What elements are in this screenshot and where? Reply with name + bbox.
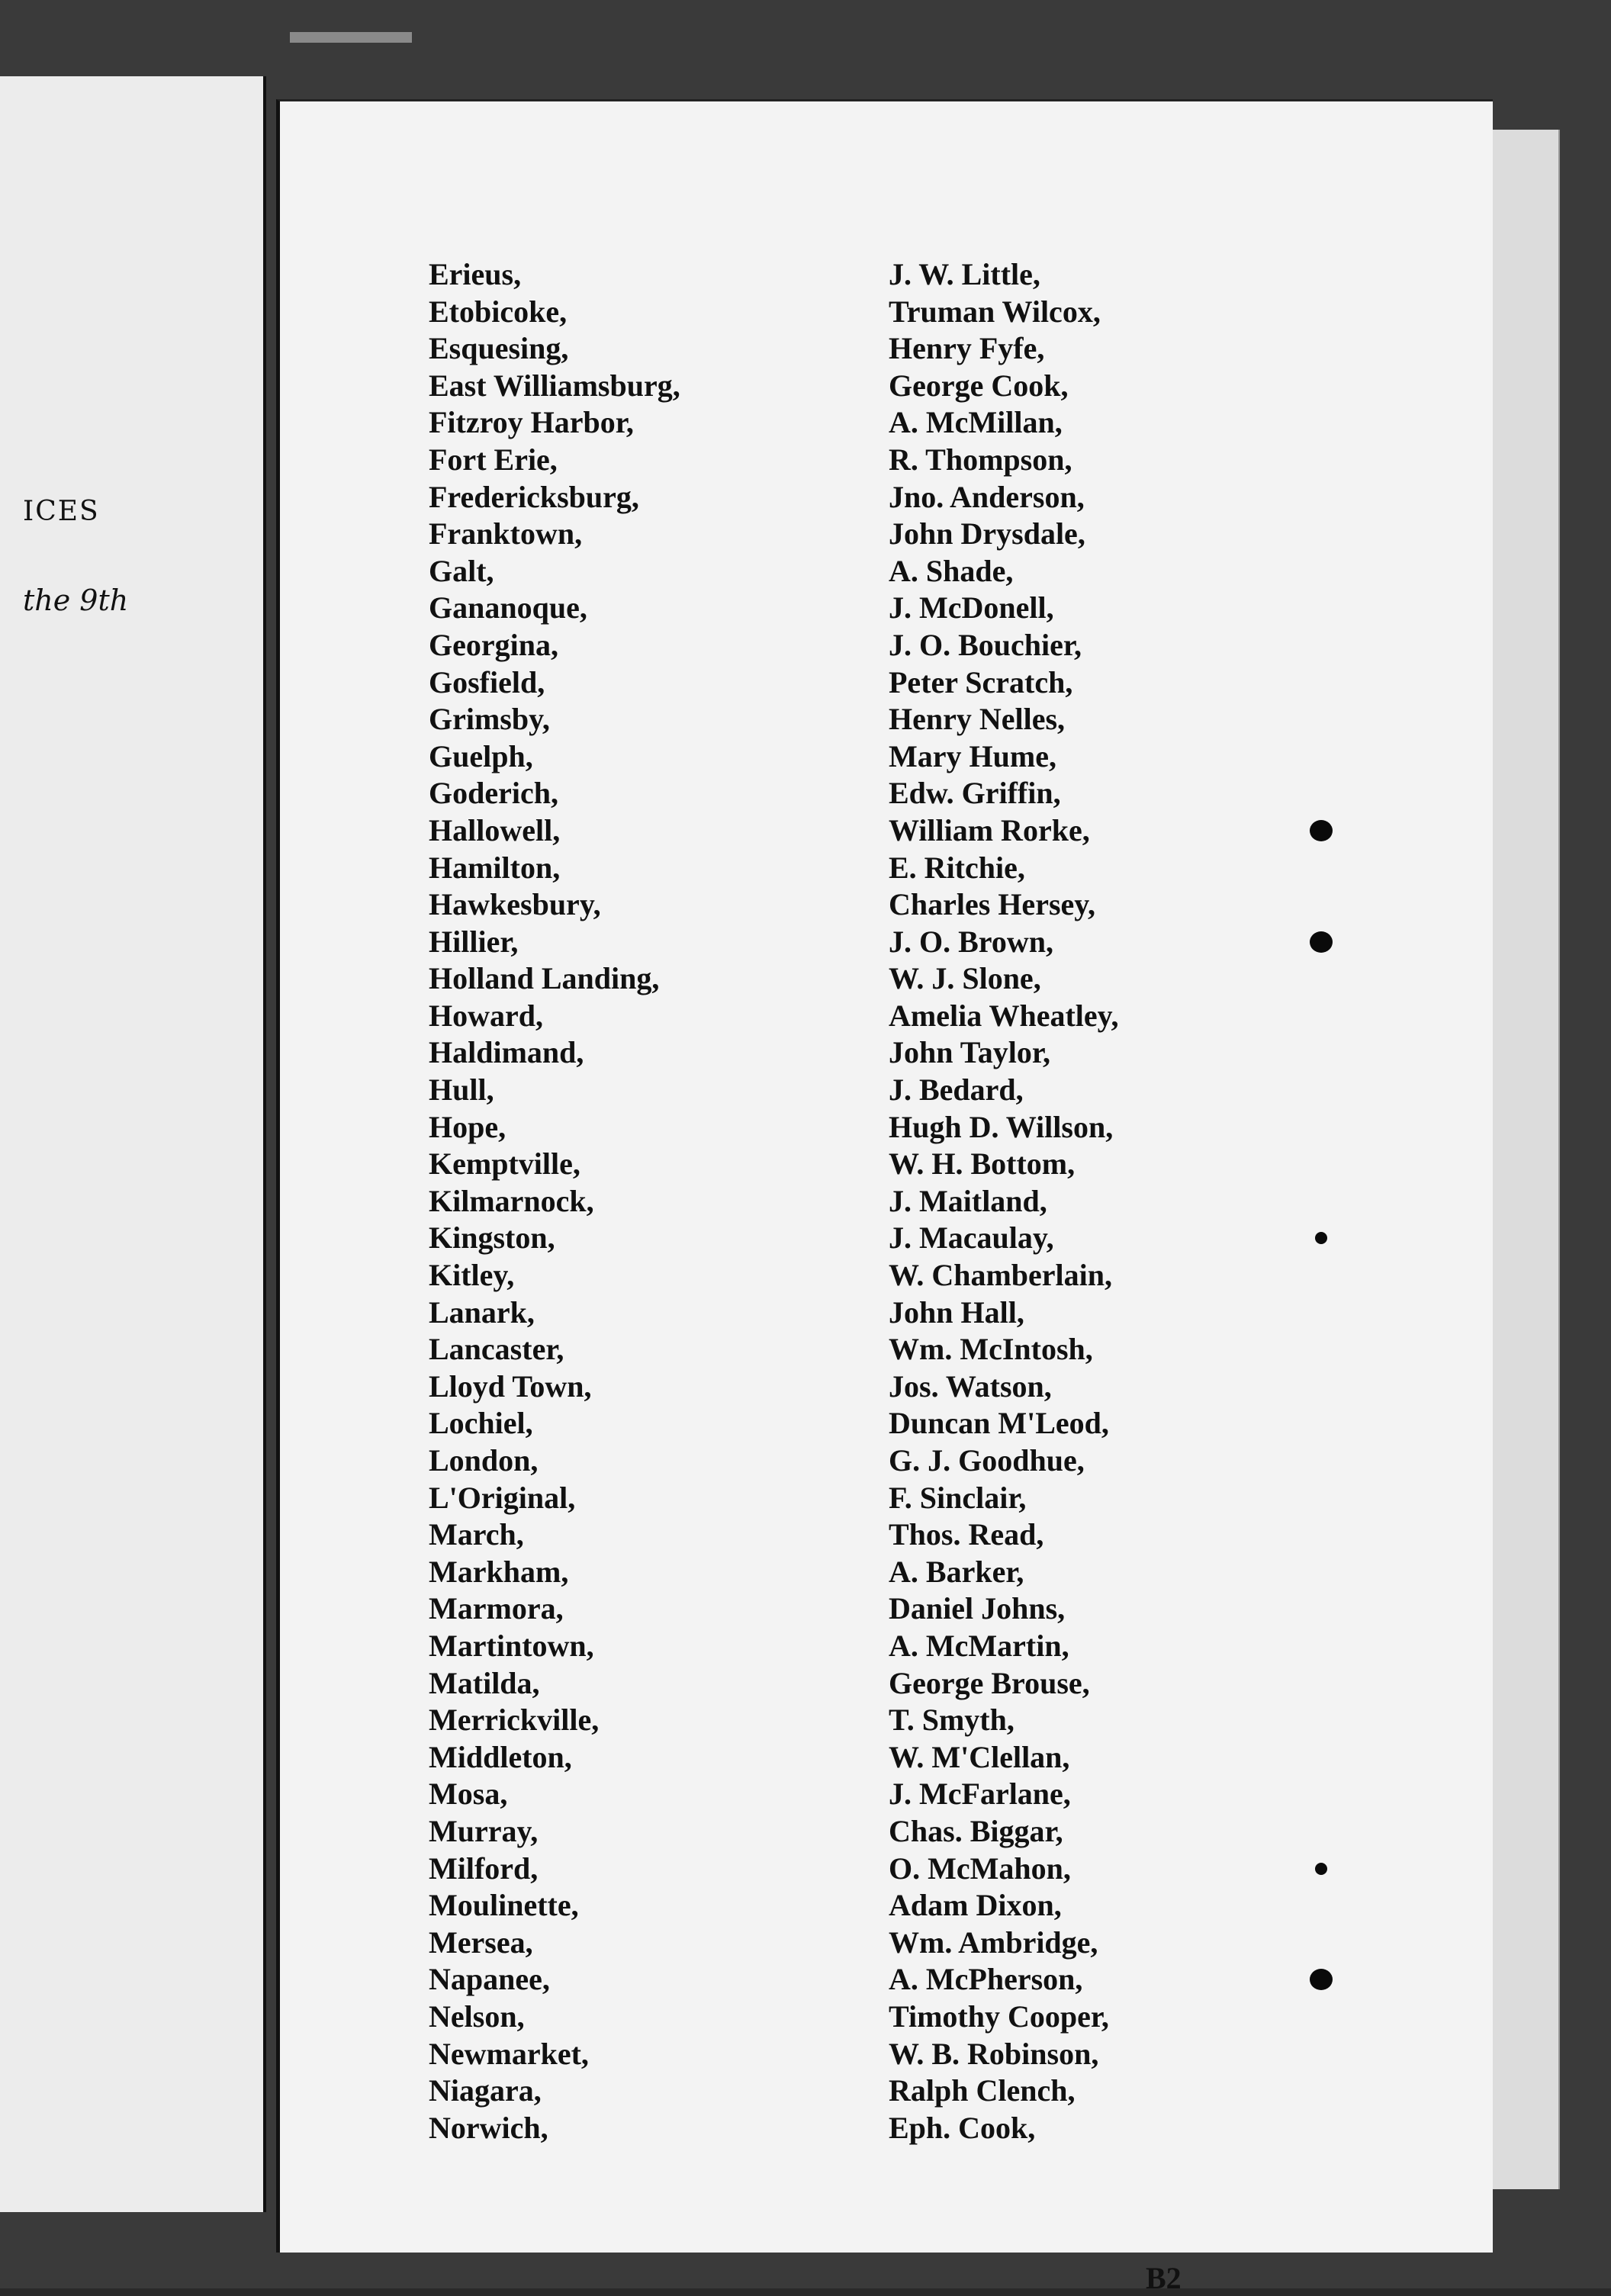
- place-name: Moulinette,: [429, 1888, 579, 1923]
- list-row: [429, 1294, 1382, 1332]
- place-name: Hillier,: [429, 924, 519, 959]
- list-row: [429, 1405, 1382, 1442]
- list-row: [429, 1851, 1382, 1888]
- postmaster-name: Mary Hume,: [889, 738, 1056, 773]
- postmaster-name: W. Chamberlain,: [889, 1258, 1113, 1293]
- place-name: East Williamsburg,: [429, 368, 680, 403]
- ink-dot-mark: [1310, 931, 1333, 953]
- list-row: [429, 1368, 1382, 1406]
- list-row: [429, 1590, 1382, 1628]
- ink-dot-mark: [1315, 1863, 1327, 1875]
- place-name: Lancaster,: [429, 1332, 564, 1367]
- postmaster-name: W. M'Clellan,: [889, 1739, 1070, 1774]
- place-name: Howard,: [429, 998, 543, 1033]
- postmaster-name: E. Ritchie,: [889, 850, 1025, 885]
- postmaster-name: A. McPherson,: [889, 1962, 1083, 1997]
- ink-dot-mark: [1310, 820, 1333, 841]
- postmaster-name: O. McMahon,: [889, 1851, 1071, 1886]
- list-row: [429, 1034, 1382, 1072]
- postmaster-name: Jos. Watson,: [889, 1368, 1052, 1404]
- place-name: Kemptville,: [429, 1146, 580, 1182]
- place-name: Haldimand,: [429, 1035, 584, 1070]
- place-name: Norwich,: [429, 2110, 548, 2145]
- list-row: [429, 1480, 1382, 1517]
- ink-dot-mark: [1315, 1232, 1327, 1244]
- postmaster-name: Duncan M'Leod,: [889, 1406, 1109, 1441]
- place-name: Franktown,: [429, 516, 583, 551]
- list-row: [429, 701, 1382, 738]
- binding-mark: [290, 32, 412, 43]
- place-name: Goderich,: [429, 776, 558, 811]
- list-row: [429, 1702, 1382, 1739]
- place-name: London,: [429, 1443, 539, 1478]
- postmaster-name: A. Shade,: [889, 553, 1014, 588]
- list-row: [429, 479, 1382, 516]
- place-name: Niagara,: [429, 2073, 542, 2108]
- postmaster-name: W. J. Slone,: [889, 961, 1041, 996]
- postmaster-name: Thos. Read,: [889, 1517, 1044, 1552]
- postmaster-name: George Cook,: [889, 368, 1069, 403]
- place-name: Lloyd Town,: [429, 1368, 592, 1404]
- list-row: [429, 1999, 1382, 2036]
- list-row: [429, 1072, 1382, 1109]
- list-row: [429, 330, 1382, 368]
- postmaster-name: J. McDonell,: [889, 590, 1054, 625]
- list-row: [429, 256, 1382, 294]
- list-row: [429, 1961, 1382, 1999]
- place-name: Murray,: [429, 1813, 539, 1848]
- list-row: [429, 1628, 1382, 1665]
- place-name: Marmora,: [429, 1591, 564, 1626]
- list-row: [429, 2110, 1382, 2147]
- list-row: [429, 1516, 1382, 1554]
- list-row: [429, 1146, 1382, 1183]
- place-name: Fort Erie,: [429, 442, 558, 477]
- postmaster-name: Hugh D. Willson,: [889, 1109, 1114, 1144]
- list-row: [429, 998, 1382, 1035]
- place-name: Matilda,: [429, 1665, 540, 1700]
- postmaster-name: Henry Fyfe,: [889, 331, 1045, 366]
- postmaster-name: Adam Dixon,: [889, 1888, 1062, 1923]
- place-name: Kilmarnock,: [429, 1183, 594, 1218]
- list-row: [429, 1554, 1382, 1591]
- postmaster-name: Peter Scratch,: [889, 664, 1073, 699]
- postmaster-name: Jno. Anderson,: [889, 479, 1085, 514]
- list-row: [429, 1257, 1382, 1294]
- place-name: Kingston,: [429, 1220, 555, 1256]
- list-row: [429, 1887, 1382, 1925]
- place-name: Kitley,: [429, 1258, 515, 1293]
- place-name: Hope,: [429, 1109, 506, 1144]
- place-name: Erieus,: [429, 257, 522, 291]
- right-page: [276, 99, 1493, 2295]
- place-name: Etobicoke,: [429, 294, 568, 329]
- postmaster-name: F. Sinclair,: [889, 1480, 1027, 1515]
- list-row: [429, 553, 1382, 590]
- place-name: Hallowell,: [429, 812, 561, 847]
- list-row: [429, 738, 1382, 776]
- left-page-heading: ICES: [23, 496, 100, 527]
- postmaster-name: George Brouse,: [889, 1665, 1090, 1700]
- place-name: Newmarket,: [429, 2036, 589, 2071]
- postmaster-name: Daniel Johns,: [889, 1591, 1066, 1626]
- postmaster-name: J. O. Bouchier,: [889, 627, 1082, 662]
- list-row: [429, 1739, 1382, 1777]
- place-name: Guelph,: [429, 738, 533, 773]
- place-name: Hawkesbury,: [429, 887, 601, 922]
- list-row: [429, 516, 1382, 553]
- post-office-list: [429, 256, 1382, 2146]
- place-name: Gananoque,: [429, 590, 587, 625]
- place-name: Milford,: [429, 1851, 539, 1886]
- list-row: [429, 294, 1382, 331]
- postmaster-name: A. McMillan,: [889, 405, 1063, 440]
- postmaster-name: J. Maitland,: [889, 1183, 1047, 1218]
- postmaster-name: Eph. Cook,: [889, 2110, 1036, 2145]
- list-row: [429, 850, 1382, 887]
- signature-mark: B2: [1146, 2261, 1182, 2295]
- list-row: [429, 404, 1382, 442]
- place-name: Lanark,: [429, 1294, 535, 1330]
- place-name: Georgina,: [429, 627, 558, 662]
- list-row: [429, 2073, 1382, 2110]
- place-name: Grimsby,: [429, 702, 550, 737]
- place-name: Fredericksburg,: [429, 479, 639, 514]
- postmaster-name: Timothy Cooper,: [889, 1999, 1109, 2034]
- place-name: L'Original,: [429, 1480, 576, 1515]
- postmaster-name: A. McMartin,: [889, 1628, 1069, 1663]
- list-row: [429, 442, 1382, 479]
- place-name: Napanee,: [429, 1962, 550, 1997]
- postmaster-name: Wm. McIntosh,: [889, 1332, 1093, 1367]
- list-row: [429, 1776, 1382, 1813]
- place-name: Mosa,: [429, 1777, 508, 1812]
- list-row: [429, 664, 1382, 702]
- place-name: Merrickville,: [429, 1703, 600, 1738]
- postmaster-name: Truman Wilcox,: [889, 294, 1101, 329]
- page-edge: [1487, 130, 1560, 2189]
- postmaster-name: Henry Nelles,: [889, 702, 1066, 737]
- list-row: [429, 1813, 1382, 1851]
- list-row: [429, 960, 1382, 998]
- postmaster-name: Amelia Wheatley,: [889, 998, 1119, 1033]
- postmaster-name: R. Thompson,: [889, 442, 1072, 477]
- postmaster-name: J. McFarlane,: [889, 1777, 1071, 1812]
- list-row: [429, 812, 1382, 850]
- left-page-subheading: the 9th: [23, 584, 129, 617]
- list-row: [429, 627, 1382, 664]
- postmaster-name: Ralph Clench,: [889, 2073, 1076, 2108]
- postmaster-name: W. H. Bottom,: [889, 1146, 1076, 1182]
- left-page: [0, 76, 266, 2212]
- place-name: Martintown,: [429, 1628, 594, 1663]
- postmaster-name: J. Macaulay,: [889, 1220, 1054, 1256]
- postmaster-name: Charles Hersey,: [889, 887, 1096, 922]
- list-row: [429, 1665, 1382, 1703]
- place-name: Esquesing,: [429, 331, 569, 366]
- postmaster-name: Wm. Ambridge,: [889, 1925, 1098, 1960]
- list-row: [429, 368, 1382, 405]
- postmaster-name: G. J. Goodhue,: [889, 1443, 1085, 1478]
- place-name: Gosfield,: [429, 664, 545, 699]
- list-row: [429, 590, 1382, 627]
- list-row: [429, 2036, 1382, 2073]
- postmaster-name: A. Barker,: [889, 1554, 1024, 1589]
- postmaster-name: J. Bedard,: [889, 1072, 1024, 1108]
- list-row: [429, 886, 1382, 924]
- postmaster-name: William Rorke,: [889, 812, 1090, 847]
- postmaster-name: John Taylor,: [889, 1035, 1050, 1070]
- place-name: Lochiel,: [429, 1406, 533, 1441]
- list-row: [429, 1220, 1382, 1257]
- list-row: [429, 1925, 1382, 1962]
- place-name: Fitzroy Harbor,: [429, 405, 634, 440]
- place-name: Hamilton,: [429, 850, 561, 885]
- place-name: March,: [429, 1517, 524, 1552]
- place-name: Markham,: [429, 1554, 569, 1589]
- postmaster-name: John Hall,: [889, 1294, 1024, 1330]
- place-name: Galt,: [429, 553, 494, 588]
- postmaster-name: Chas. Biggar,: [889, 1813, 1063, 1848]
- postmaster-name: Edw. Griffin,: [889, 776, 1061, 811]
- postmaster-name: John Drysdale,: [889, 516, 1085, 551]
- place-name: Hull,: [429, 1072, 494, 1108]
- place-name: Nelson,: [429, 1999, 525, 2034]
- list-row: [429, 1183, 1382, 1220]
- postmaster-name: J. O. Brown,: [889, 924, 1053, 959]
- list-row: [429, 924, 1382, 961]
- ink-dot-mark: [1310, 1969, 1333, 1990]
- list-row: [429, 1109, 1382, 1146]
- place-name: Mersea,: [429, 1925, 533, 1960]
- place-name: Middleton,: [429, 1739, 572, 1774]
- postmaster-name: J. W. Little,: [889, 257, 1040, 291]
- list-row: [429, 1442, 1382, 1480]
- postmaster-name: T. Smyth,: [889, 1703, 1015, 1738]
- list-row: [429, 775, 1382, 812]
- place-name: Holland Landing,: [429, 961, 660, 996]
- list-row: [429, 1331, 1382, 1368]
- postmaster-name: W. B. Robinson,: [889, 2036, 1099, 2071]
